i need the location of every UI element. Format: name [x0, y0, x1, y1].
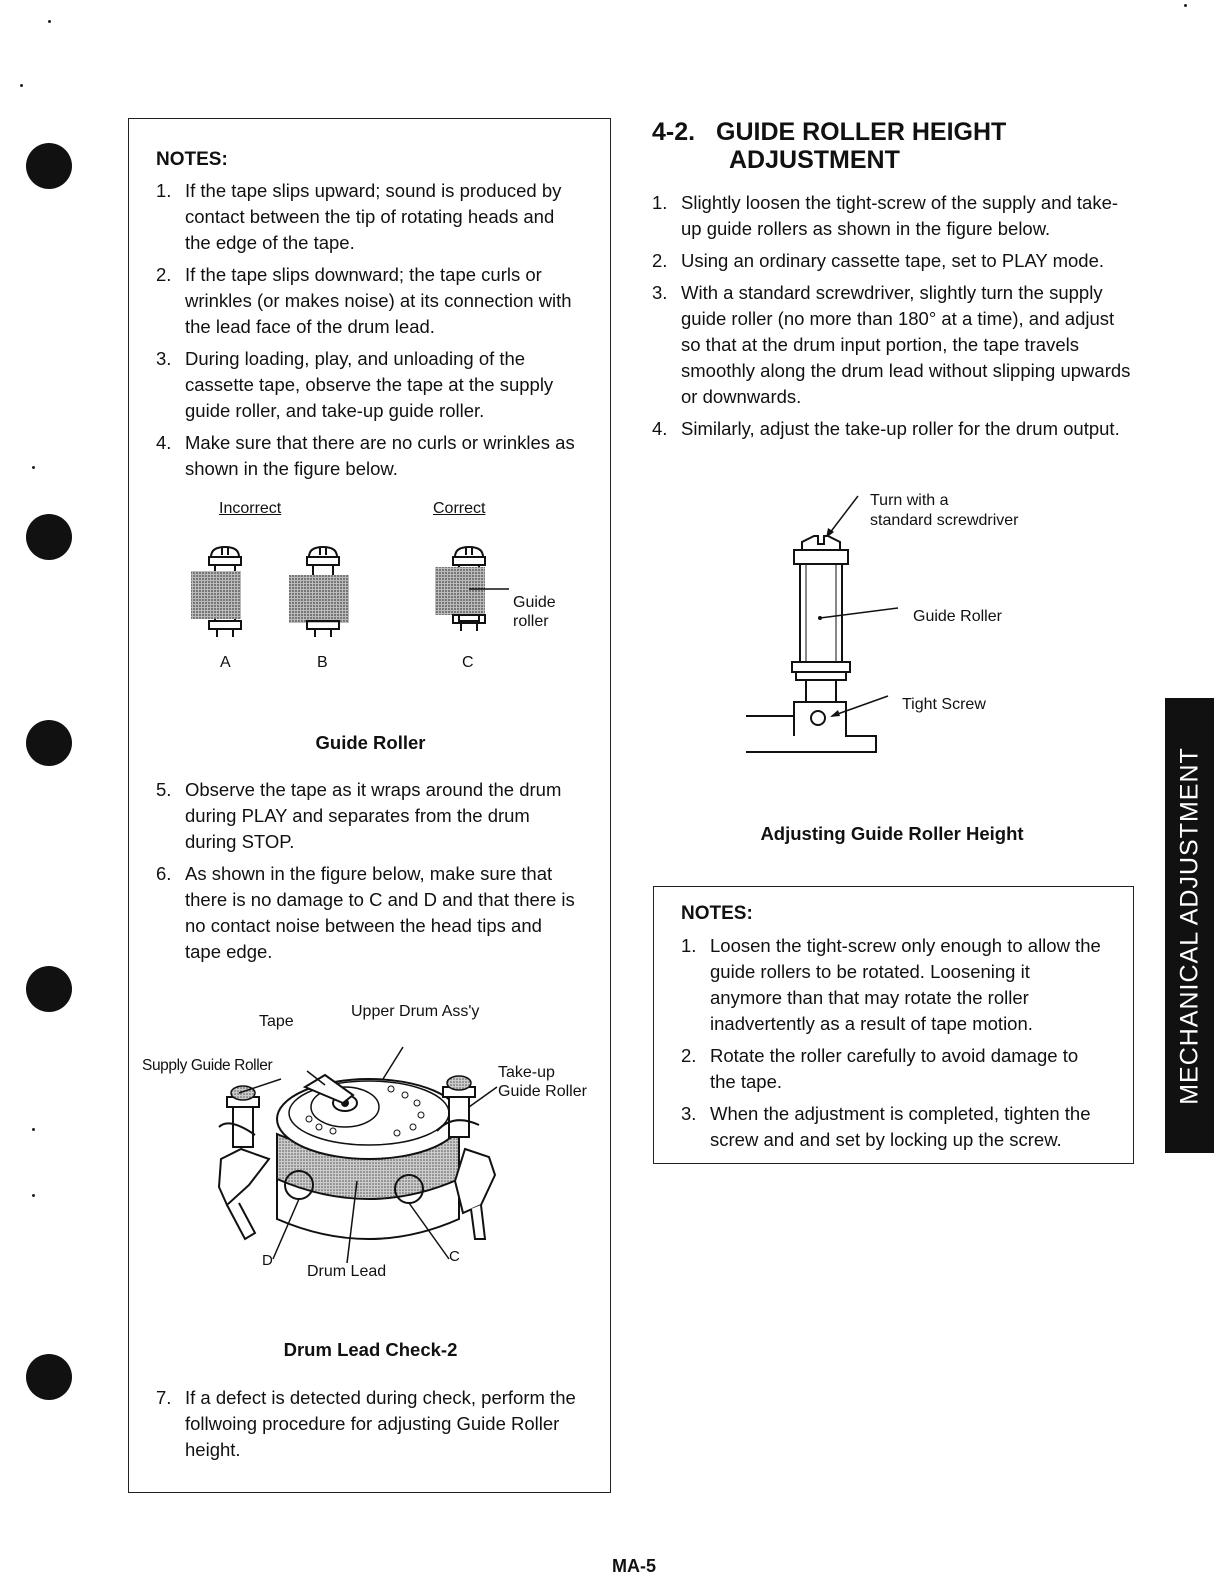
- punch-hole: [26, 1354, 72, 1400]
- list-item: 4. Similarly, adjust the take-up roller for the drum output.: [652, 418, 1120, 439]
- roller-a: [191, 547, 241, 637]
- scan-speck: [1184, 4, 1187, 7]
- list-item: 5. Observe the tape as it wraps around the drum during PLAY and separates from the drum during STOP.: [156, 779, 562, 852]
- right-notes-list: [681, 933, 1101, 1159]
- fig1-label-c: C: [462, 654, 474, 671]
- list-item: 2. Rotate the roller carefully to avoid damage to the tape.: [681, 1045, 1079, 1092]
- fig2-tape-label: Tape: [259, 1013, 294, 1030]
- left-notes-title: NOTES:: [156, 149, 228, 170]
- left-notes-list-b: [156, 777, 580, 971]
- list-item: 3. During loading, play, and unloading of the cassette tape, observe the tape at the supply guide roller, and take-up guide roller.: [156, 348, 554, 421]
- fig3-caption: Adjusting Guide Roller Height: [760, 823, 1024, 844]
- fig1-guide-roller-label: Guide roller: [513, 594, 556, 630]
- scan-speck: [32, 1128, 35, 1131]
- punch-hole: [26, 143, 72, 189]
- page-number: MA-5: [612, 1556, 656, 1576]
- scan-speck: [32, 466, 35, 469]
- fig1-incorrect-label: Incorrect: [219, 500, 282, 517]
- list-item: 7. If a defect is detected during check, perform the follwoing procedure for adjusting Guide Roller height.: [156, 1387, 576, 1460]
- drum-lead-figure: [129, 1009, 609, 1289]
- list-item: 1. Loosen the tight-screw only enough to allow the guide rollers to be rotated. Loosening it anymore than that may rotate the roller inadvertently as a result of tape motion.: [681, 935, 1101, 1034]
- fig2-caption: Drum Lead Check-2: [283, 1339, 458, 1360]
- scan-speck: [20, 84, 23, 87]
- right-notes-box: [653, 886, 1134, 1164]
- fig3-tight-screw-label: Tight Screw: [902, 696, 986, 713]
- section-title-line1: GUIDE ROLLER HEIGHT: [716, 118, 1007, 146]
- roller-b: [289, 547, 349, 637]
- list-item: 3. With a standard screwdriver, slightly turn the supply guide roller (no more than 180° at a time), and adjust so that at the drum input portion, the tape travels smoothly along the drum lead without slipping upwards or downwards.: [652, 282, 1131, 407]
- adjustment-steps: [652, 190, 1132, 448]
- punch-hole: [26, 720, 72, 766]
- fig1-correct-label: Correct: [433, 500, 486, 517]
- left-notes-box: [128, 118, 611, 1493]
- fig3-turn-label: Turn with a standard screwdriver: [870, 492, 1019, 529]
- fig2-supply-guide-label: Supply Guide Roller: [142, 1057, 273, 1074]
- fig1-caption: Guide Roller: [315, 732, 426, 753]
- list-item: 3. When the adjustment is completed, tighten the screw and and set by locking up the screw.: [681, 1103, 1091, 1150]
- punch-hole: [26, 514, 72, 560]
- section-side-tab: [1165, 698, 1214, 1153]
- list-item: 4. Make sure that there are no curls or wrinkles as shown in the figure below.: [156, 432, 575, 479]
- fig2-label-c: C: [449, 1248, 460, 1265]
- list-item: 6. As shown in the figure below, make sure that there is no damage to C and D and that there is no contact noise between the head tips and tape edge.: [156, 863, 575, 962]
- left-notes-list-c: [156, 1385, 586, 1469]
- side-tab-label: MECHANICAL ADJUSTMENT: [1175, 746, 1203, 1105]
- fig3-guide-roller-label: Guide Roller: [913, 608, 1002, 625]
- fig1-label-b: B: [317, 654, 328, 671]
- left-notes-list-a: [156, 178, 580, 488]
- list-item: 2. Using an ordinary cassette tape, set to PLAY mode.: [652, 250, 1104, 271]
- scan-speck: [32, 1194, 35, 1197]
- fig2-label-d: D: [262, 1252, 273, 1269]
- list-item: 2. If the tape slips downward; the tape curls or wrinkles (or makes noise) at its connection with the lead face of the drum lead.: [156, 264, 572, 337]
- section-title-line2: ADJUSTMENT: [729, 146, 900, 174]
- list-item: 1. If the tape slips upward; sound is produced by contact between the tip of rotating heads and the edge of the tape.: [156, 180, 562, 253]
- fig2-drum-lead-label: Drum Lead: [307, 1263, 387, 1280]
- fig2-upper-drum-label: Upper Drum Ass'y: [351, 1003, 480, 1020]
- section-number: 4-2.: [652, 118, 696, 146]
- roller-c: [435, 547, 509, 631]
- right-notes-title: NOTES:: [681, 903, 753, 924]
- list-item: 1. Slightly loosen the tight-screw of the supply and take-up guide rollers as shown in the figure below.: [652, 192, 1119, 239]
- fig1-label-a: A: [220, 654, 231, 671]
- punch-hole: [26, 966, 72, 1012]
- scan-speck: [48, 20, 51, 23]
- fig2-takeup-guide-label: Take-up Guide Roller: [498, 1064, 587, 1100]
